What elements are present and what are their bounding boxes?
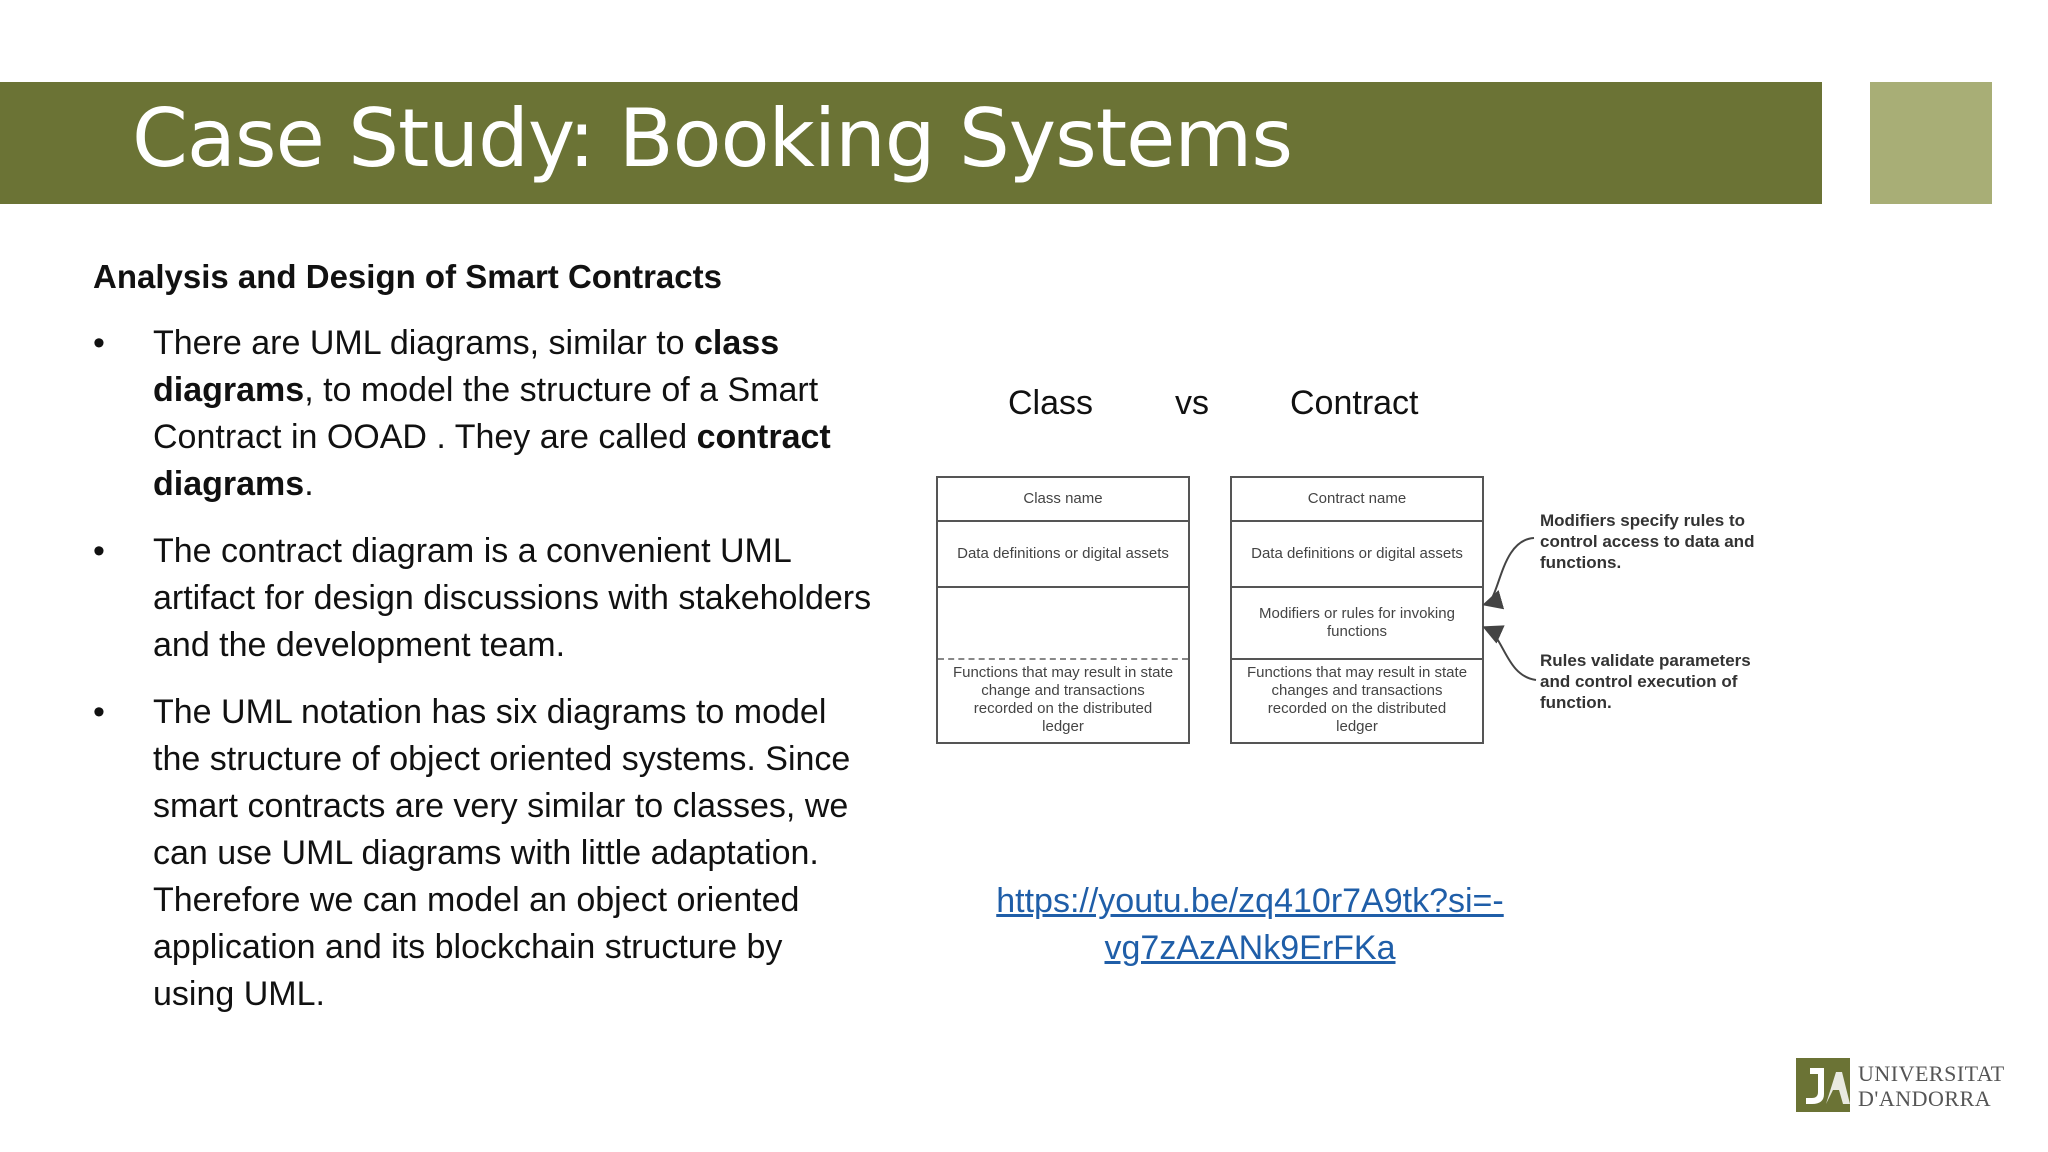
modifiers-annotation: Modifiers specify rules to control access to data and functions. [1540, 511, 1755, 572]
bullet-2-text: The contract diagram is a convenient UML artifact for design discussions with stakeholders and the development team. [153, 532, 872, 664]
annotation-arrows [1470, 500, 1550, 700]
class-functions-cell: Functions that may result in state change and transactions recorded on the distributed ledger [952, 664, 1174, 735]
bullet-item-3 [93, 689, 873, 1018]
university-name [1858, 1061, 2005, 1111]
arrow-rules [1486, 628, 1536, 680]
subheading: Analysis and Design of Smart Contracts [93, 258, 722, 295]
arrow-modifiers [1486, 538, 1534, 604]
university-logo-icon [1796, 1058, 1850, 1112]
bullet-1-text-a: There are UML diagrams, similar to [153, 324, 695, 362]
bullet-dot: • [93, 532, 105, 570]
bullet-list [93, 320, 873, 1038]
youtube-link[interactable] [940, 878, 1560, 972]
bullet-1-bold-contract-diagrams: contract diagrams [153, 418, 831, 503]
contract-label: Contract [1290, 384, 1419, 422]
link-line-1: https://youtu.be/zq410r7A9tk?si=- [996, 882, 1504, 920]
bullet-item-1 [93, 320, 873, 508]
contract-name-cell: Contract name [1307, 490, 1407, 507]
contract-modifiers-cell: Modifiers or rules for invoking functions [1259, 605, 1455, 640]
vs-label: vs [1175, 384, 1209, 422]
bullet-1-text-c: , to model the structure of a Smart Contract in OOAD . They are called [153, 371, 819, 456]
divider [938, 586, 1188, 588]
bullet-dot: • [93, 324, 105, 362]
class-diagram-box [936, 476, 1190, 744]
logo-line-1: UNIVERSITAT [1858, 1061, 2005, 1086]
rules-annotation: Rules validate parameters and control execution of function. [1540, 651, 1751, 712]
contract-functions-cell: Functions that may result in state changes and transactions recorded on the distributed ledger [1246, 664, 1468, 735]
bullet-item-2 [93, 528, 873, 669]
slide-title: Case Study: Booking Systems [132, 92, 1292, 185]
logo-line-2: D'ANDORRA [1858, 1086, 1992, 1111]
accent-square [1870, 82, 1992, 204]
contract-data-cell: Data definitions or digital assets [1251, 545, 1463, 562]
contract-diagram-box [1230, 476, 1484, 744]
link-line-2: vg7zAzANk9ErFKa [1104, 929, 1396, 967]
bullet-dot: • [93, 693, 105, 731]
class-name-cell: Class name [1023, 490, 1103, 507]
class-label: Class [1008, 384, 1094, 422]
bullet-1-bold-class-diagrams: class diagrams [153, 324, 780, 409]
class-data-cell: Data definitions or digital assets [957, 545, 1169, 562]
bullet-3-text: The UML notation has six diagrams to model the structure of object oriented systems. Since smart contracts are very similar to classes, we can use UML diagrams with little adaptation. Therefore we can model an object oriented application and its blockchain structure by using UML. [153, 693, 851, 1013]
bullet-1-text-e: . [304, 465, 314, 503]
